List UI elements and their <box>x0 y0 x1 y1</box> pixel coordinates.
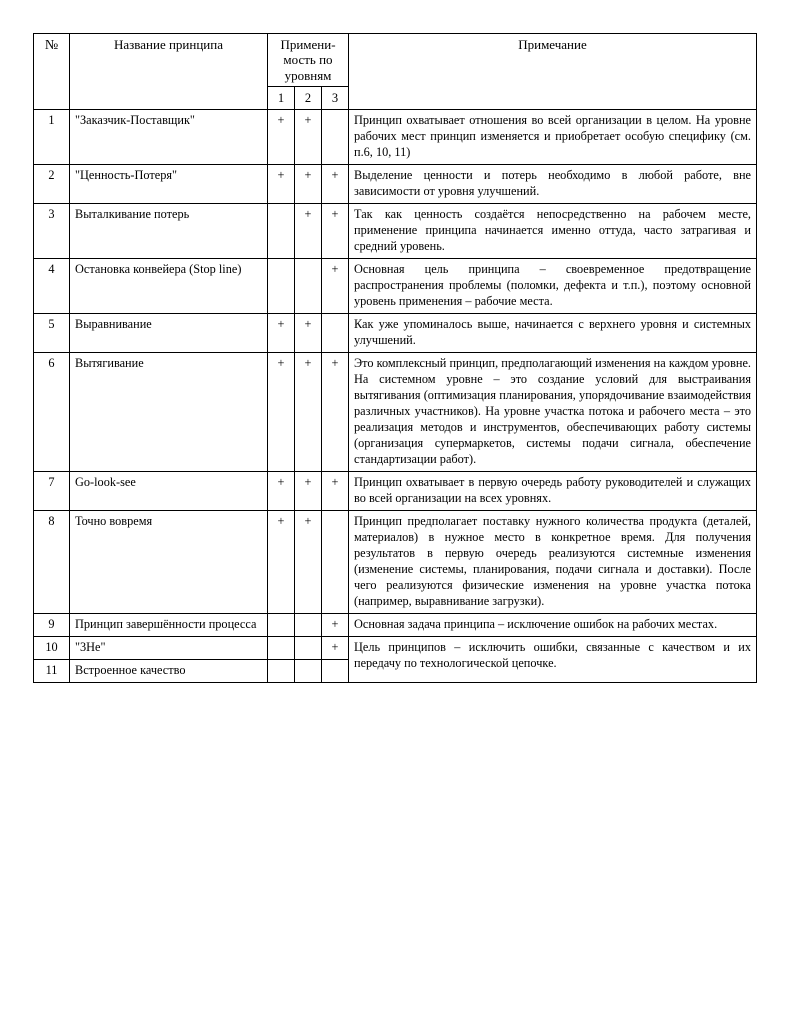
cell-level-1: + <box>268 165 295 204</box>
cell-level-3: + <box>322 165 349 204</box>
cell-name: Встроенное качество <box>70 659 268 682</box>
table-row <box>34 353 757 472</box>
cell-level-3: + <box>322 471 349 510</box>
table-body <box>34 110 757 683</box>
cell-level-1 <box>268 204 295 259</box>
cell-level-1 <box>268 613 295 636</box>
cell-level-3: + <box>322 204 349 259</box>
cell-note: Цель принципов – исключить ошибки, связанные с качеством и их передачу по технологической цепочке. <box>349 636 757 682</box>
table-row <box>34 471 757 510</box>
cell-name: Принцип завершённости процесса <box>70 613 268 636</box>
cell-level-2: + <box>295 165 322 204</box>
header-cell-number: № <box>34 34 70 110</box>
cell-name: Остановка конвейера (Stop line) <box>70 259 268 314</box>
cell-level-1 <box>268 636 295 659</box>
cell-level-2: + <box>295 471 322 510</box>
cell-note: Так как ценность создаётся непосредственно на рабочем месте, применение принципа начинается именно оттуда, часто затрагивая и средний уровень. <box>349 204 757 259</box>
header-cell-name: Название принципа <box>70 34 268 110</box>
table-row <box>34 613 757 636</box>
cell-note: Принцип предполагает поставку нужного количества продукта (деталей, материалов) в нужное место в конкретное время. Для получения результатов в первую очередь реализуются системные изменения (изменение системы, планирования, подачи сигнала и доставки). После чего реализуются физические изменения на уровне участка потока (например, выравнивание загрузки). <box>349 510 757 613</box>
cell-number: 4 <box>34 259 70 314</box>
cell-level-3 <box>322 314 349 353</box>
cell-number: 10 <box>34 636 70 659</box>
cell-number: 9 <box>34 613 70 636</box>
cell-level-3 <box>322 659 349 682</box>
cell-level-2 <box>295 659 322 682</box>
cell-level-1: + <box>268 353 295 472</box>
cell-level-3 <box>322 110 349 165</box>
cell-level-2 <box>295 613 322 636</box>
cell-name: Точно вовремя <box>70 510 268 613</box>
cell-number: 8 <box>34 510 70 613</box>
table-header <box>34 34 757 110</box>
cell-level-1: + <box>268 110 295 165</box>
cell-number: 2 <box>34 165 70 204</box>
cell-note: Основная задача принципа – исключение ошибок на рабочих местах. <box>349 613 757 636</box>
table-row <box>34 636 757 659</box>
table-row <box>34 510 757 613</box>
cell-name: "Ценность-Потеря" <box>70 165 268 204</box>
cell-name: "Заказчик-Поставщик" <box>70 110 268 165</box>
principles-table <box>33 33 757 683</box>
cell-level-3: + <box>322 613 349 636</box>
header-cell-level-1: 1 <box>268 86 295 109</box>
cell-number: 11 <box>34 659 70 682</box>
cell-note: Как уже упоминалось выше, начинается с верхнего уровня и системных улучшений. <box>349 314 757 353</box>
table-row <box>34 259 757 314</box>
cell-number: 1 <box>34 110 70 165</box>
cell-level-2: + <box>295 204 322 259</box>
cell-name: Вытягивание <box>70 353 268 472</box>
cell-level-3: + <box>322 636 349 659</box>
cell-note: Выделение ценности и потерь необходимо в любой работе, вне зависимости от уровня улучшений. <box>349 165 757 204</box>
cell-level-2: + <box>295 510 322 613</box>
cell-level-3: + <box>322 353 349 472</box>
cell-level-2: + <box>295 353 322 472</box>
cell-name: "3Не" <box>70 636 268 659</box>
cell-level-1 <box>268 259 295 314</box>
cell-note: Принцип охватывает в первую очередь работу руководителей и служащих во всей организации на всех уровнях. <box>349 471 757 510</box>
cell-note: Это комплексный принцип, предполагающий изменения на каждом уровне. На системном уровне – это создание условий для выстраивания вытягивания (оптимизация планирования, упорядочивание взаимодействия различных участников). На уровне участка потока и рабочего места – это реализация методов и инструментов, обеспечивающих работу системы (организация супермаркетов, системы подачи сигнала, обеспечение стандартизации работ). <box>349 353 757 472</box>
header-cell-note: Примечание <box>349 34 757 110</box>
cell-number: 3 <box>34 204 70 259</box>
cell-level-3: + <box>322 259 349 314</box>
table-row <box>34 110 757 165</box>
cell-level-1: + <box>268 471 295 510</box>
table-row <box>34 165 757 204</box>
cell-level-2 <box>295 636 322 659</box>
cell-level-3 <box>322 510 349 613</box>
cell-level-1: + <box>268 510 295 613</box>
cell-note: Основная цель принципа – своевременное предотвращение распространения проблемы (поломки, дефекта и т.п.), поэтому основной уровень применения – рабочие места. <box>349 259 757 314</box>
cell-level-2 <box>295 259 322 314</box>
header-cell-applicability: Примени-мость по уровням <box>268 34 349 87</box>
table-row <box>34 314 757 353</box>
cell-number: 5 <box>34 314 70 353</box>
cell-level-2: + <box>295 110 322 165</box>
cell-name: Выравнивание <box>70 314 268 353</box>
cell-note: Принцип охватывает отношения во всей организации в целом. На уровне рабочих мест принцип изменяется и приобретает особую специфику (см. п.6, 10, 11) <box>349 110 757 165</box>
header-cell-level-2: 2 <box>295 86 322 109</box>
cell-number: 7 <box>34 471 70 510</box>
table-row <box>34 204 757 259</box>
cell-level-1 <box>268 659 295 682</box>
cell-level-1: + <box>268 314 295 353</box>
cell-name: Go-look-see <box>70 471 268 510</box>
cell-number: 6 <box>34 353 70 472</box>
cell-level-2: + <box>295 314 322 353</box>
cell-name: Выталкивание потерь <box>70 204 268 259</box>
header-cell-level-3: 3 <box>322 86 349 109</box>
table-header-row <box>34 34 757 87</box>
